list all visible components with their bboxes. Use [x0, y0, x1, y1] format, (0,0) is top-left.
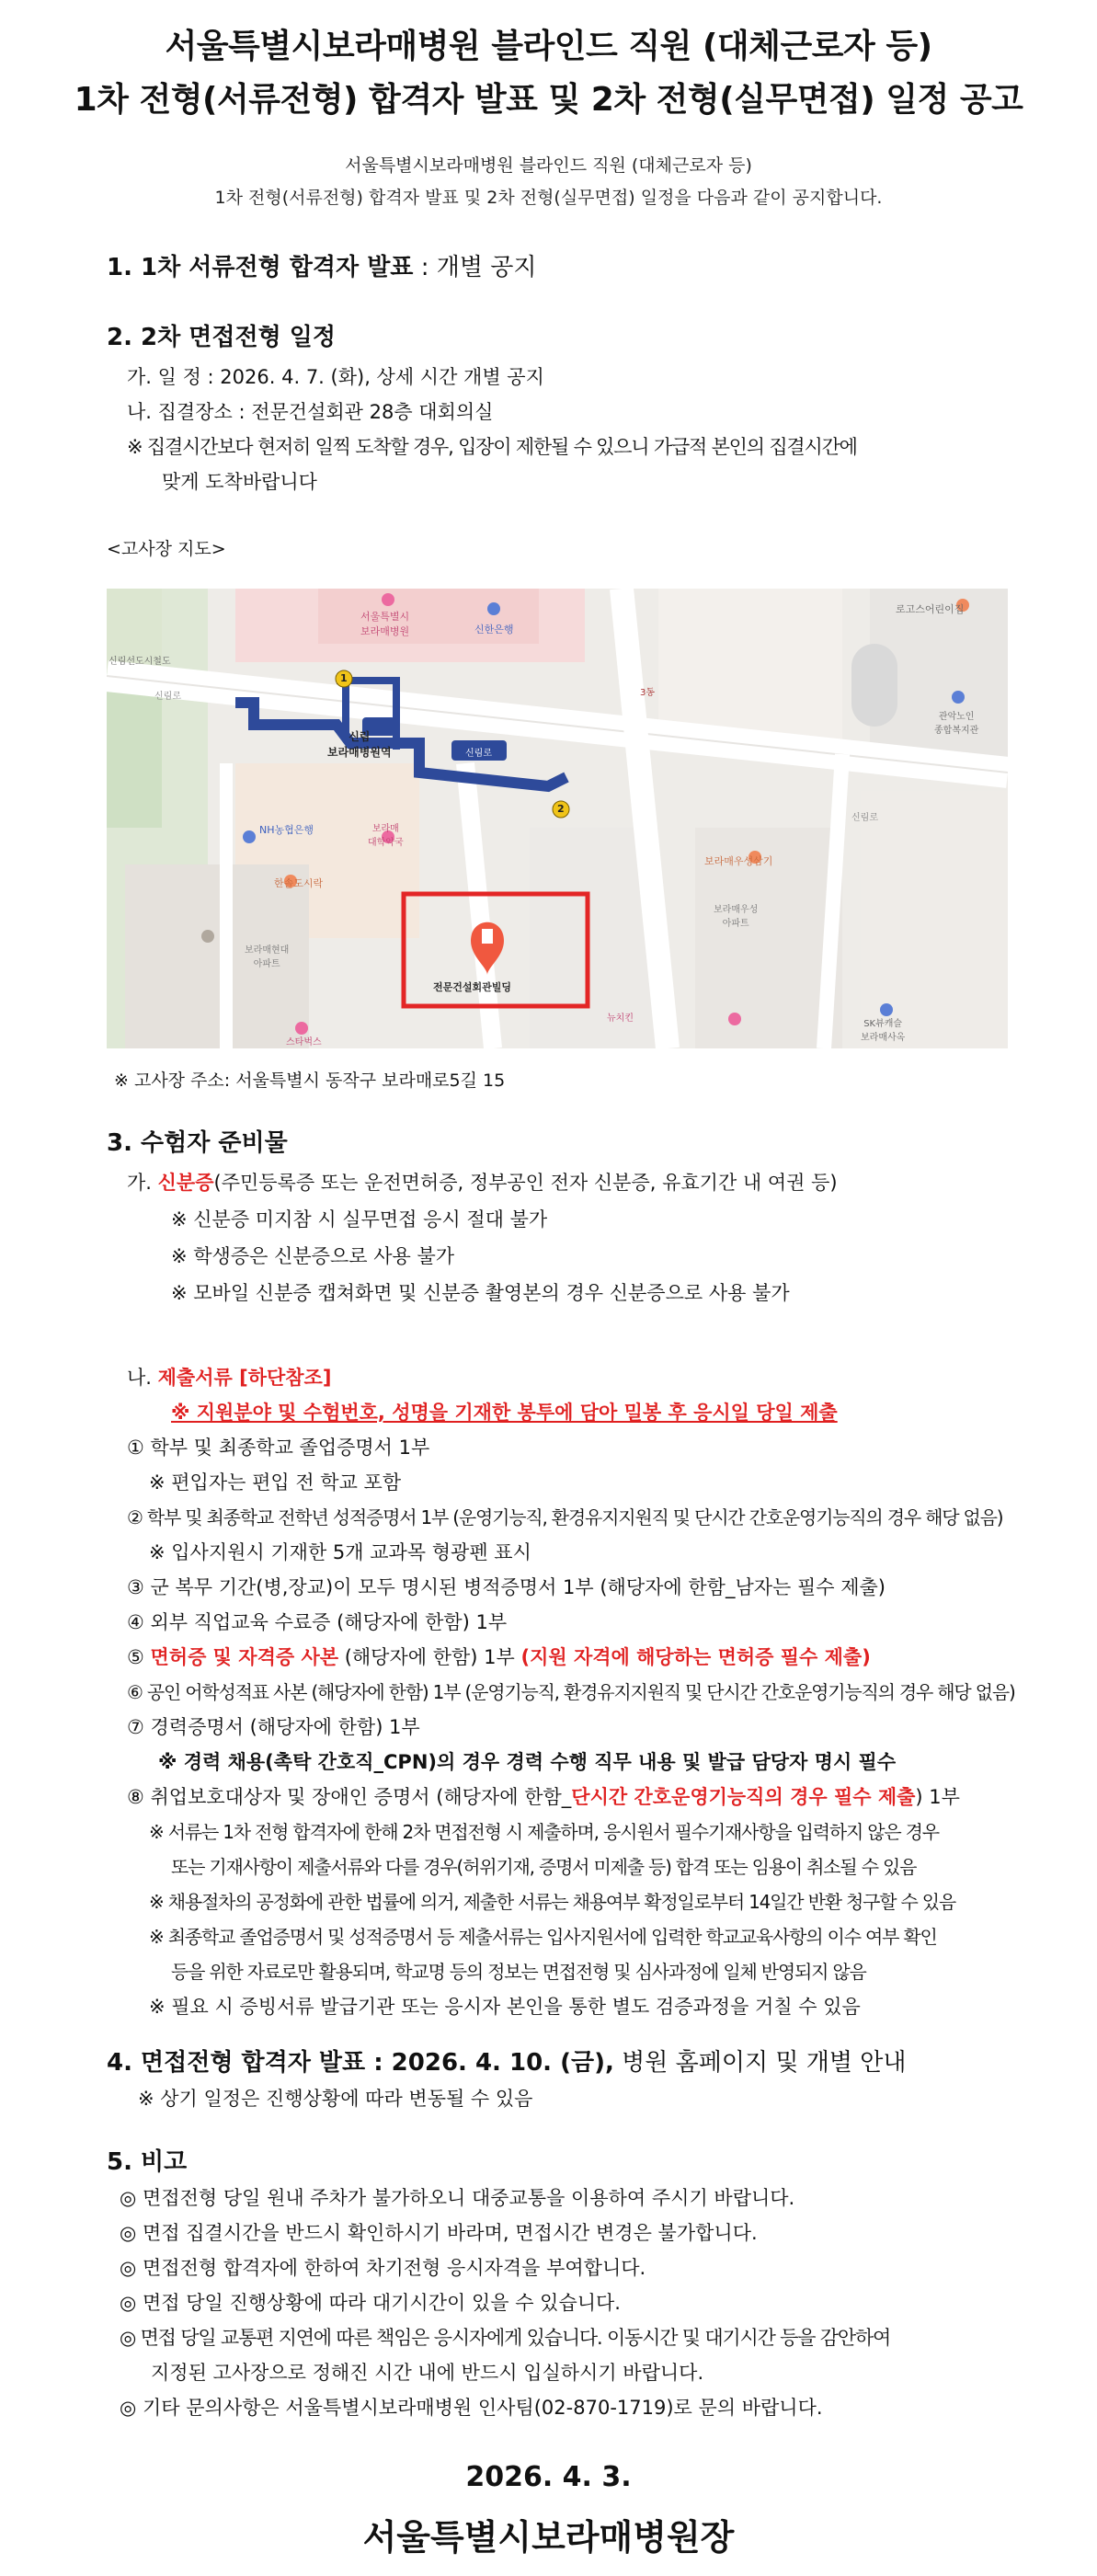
issuer-name: 서울특별시보라매병원장	[362, 2517, 735, 2558]
doc-item-1-note: ※ 편입자는 편입 전 학교 포함	[149, 1471, 402, 1494]
map-label-station: 신림 보라매병원역	[327, 730, 392, 759]
map-label-nh: NH농협은행	[259, 824, 314, 836]
interview-place: 나. 집결장소 : 전문건설회관 28층 대회의실	[127, 401, 494, 423]
doc-item-5-num: ⑤	[127, 1646, 151, 1668]
announcement-date: 2026. 4. 3.	[465, 2461, 632, 2493]
map-label-skview: SK뷰캐슬 보라매사옥	[861, 1019, 906, 1043]
remark-6: ◎ 기타 문의사항은 서울특별시보라매병원 인사팀(02-870-1719)로 문의 바랍니다.	[120, 2397, 823, 2419]
remark-5-cont: 지정된 고사장으로 정해진 시간 내에 반드시 입실하시기 바랍니다.	[151, 2362, 704, 2384]
map-exit-2: 2	[557, 803, 565, 815]
doc-item-8-tail: ) 1부	[915, 1786, 960, 1808]
doc-item-8-text: ⑧ 취업보호대상자 및 장애인 증명서 (해당자에 한함_	[127, 1786, 572, 1808]
documents-label: 제출서류 [하단참조]	[157, 1367, 332, 1389]
section1-value: : 개별 공지	[413, 254, 537, 281]
remark-4: ◎ 면접 당일 진행상황에 따라 대기시간이 있을 수 있습니다.	[120, 2292, 621, 2314]
intro-line-1: 서울특별시보라매병원 블라인드 직원 (대체근로자 등)	[345, 155, 752, 176]
doc-item-5-mid: (해당자에 한함) 1부	[338, 1646, 521, 1668]
doc-item-3: ③ 군 복무 기간(병,장교)이 모두 명시된 병적증명서 1부 (해당자에 한함_남자는 필수 제출)	[127, 1576, 886, 1598]
map-exit-1: 1	[340, 672, 348, 684]
map-label-welfare: 관악노인 종합복지관	[934, 712, 979, 736]
section1-title: 1. 1차 서류전형 합격자 발표	[107, 254, 414, 281]
map-label-burger: 뉴치킨	[607, 1013, 634, 1024]
remark-1: ◎ 면접전형 당일 원내 주차가 불가하오니 대중교통을 이용하여 주시기 바랍니다.	[120, 2187, 795, 2209]
id-note-1: ※ 신분증 미지참 시 실무면접 응시 절대 불가	[171, 1208, 548, 1231]
map-label-logos: 로고스어린이집	[896, 603, 965, 615]
final-note-4: ※ 최종학교 졸업증명서 및 성적증명서 등 제출서류는 입사지원서에 입력한 학교교육사항의 이수 여부 확인	[149, 1926, 937, 1948]
doc-item-4: ④ 외부 직업교육 수료증 (해당자에 한함) 1부	[127, 1611, 508, 1633]
map-label-apt1: 보라매현대 아파트	[245, 945, 290, 969]
doc-item-1: ① 학부 및 최종학교 졸업증명서 1부	[127, 1437, 430, 1459]
section5-heading: 5. 비고	[107, 2148, 188, 2176]
map-label-road3: 신림로	[851, 813, 878, 823]
map-label-num: 3동	[640, 688, 656, 698]
id-detail: (주민등록증 또는 운전면허증, 정부공인 전자 신분증, 유효기간 내 여권 등)	[213, 1172, 838, 1194]
remark-2: ◎ 면접 집결시간을 반드시 확인하시기 바라며, 면접시간 변경은 불가합니다.	[120, 2222, 758, 2244]
title-line-2: 1차 전형(서류전형) 합격자 발표 및 2차 전형(실무면접) 일정 공고	[74, 81, 1023, 119]
doc-item-5-label: 면허증 및 자격증 사본	[150, 1646, 339, 1668]
title-line-1: 서울특별시보라매병원 블라인드 직원 (대체근로자 등)	[165, 28, 932, 65]
documents-heading	[127, 1363, 331, 1391]
remark-3: ◎ 면접전형 합격자에 한하여 차기전형 응시자격을 부여합니다.	[120, 2257, 646, 2279]
section4-title: 4. 면접전형 합격자 발표 : 2026. 4. 10. (금),	[107, 2049, 614, 2077]
map-label-starbucks: 스타벅스	[286, 1037, 322, 1048]
map-label-shinhan: 신한은행	[474, 624, 514, 635]
map-label-hansol: 한솔도시락	[274, 877, 324, 889]
doc-item-6: ⑥ 공인 어학성적표 사본 (해당자에 한함) 1부 (운영기능직, 환경유지지원직 및 단시간 간호운영기능직의 경우 해당 없음)	[127, 1681, 1015, 1703]
interview-date: 가. 일 정 : 2026. 4. 7. (화), 상세 시간 개별 공지	[127, 366, 544, 388]
arrival-note-1: ※ 집결시간보다 현저히 일찍 도착할 경우, 입장이 제한될 수 있으니 가급적 본인의 집결시간에	[127, 436, 857, 458]
map-label-hospital: 서울특별시 보라매병원	[360, 611, 410, 637]
section4-rest: 병원 홈페이지 및 개별 안내	[613, 2049, 907, 2077]
map-label-target: 전문건설회관빌딩	[433, 981, 512, 993]
id-requirement	[127, 1168, 838, 1196]
map-caption: <고사장 지도>	[107, 539, 226, 559]
section3-heading: 3. 수험자 준비물	[107, 1129, 288, 1157]
doc-item-8-required: 단시간 간호운영기능직의 경우 필수 제출	[571, 1786, 916, 1808]
final-note-2: 또는 기재사항이 제출서류와 다를 경우(허위기재, 증명서 미제출 등) 합격 또는 임용이 취소될 수 있음	[171, 1856, 917, 1878]
doc-item-8	[127, 1782, 960, 1810]
id-label: 신분증	[157, 1172, 214, 1194]
id-note-3: ※ 모바일 신분증 캡쳐화면 및 신분증 촬영본의 경우 신분증으로 사용 불가	[171, 1282, 790, 1304]
map-label-road1: 신림로	[154, 692, 181, 702]
exam-site-map	[107, 589, 1008, 1048]
doc-item-7-note: ※ 경력 채용(촉탁 간호직_CPN)의 경우 경력 수행 직무 내용 및 발급 담당자 명시 필수	[158, 1751, 897, 1773]
arrival-note-2: 맞게 도착바랍니다	[162, 471, 317, 493]
map-label-rail: 신림선도시철도	[109, 657, 171, 667]
section1-heading	[107, 248, 536, 282]
section4-note: ※ 상기 일정은 진행상황에 따라 변동될 수 있음	[138, 2088, 533, 2110]
map-label-samgi: 보라매우성삼기	[704, 855, 773, 867]
id-prefix: 가.	[127, 1172, 158, 1194]
map-label-pharmacy: 보라매 대학약국	[368, 824, 404, 848]
section4-heading	[107, 2044, 906, 2078]
map-label-apt2: 보라매우성 아파트	[714, 905, 759, 929]
doc-item-5-required: (지원 자격에 해당하는 면허증 필수 제출)	[520, 1646, 871, 1668]
final-note-5: 등을 위한 자료로만 활용되며, 학교명 등의 정보는 면접전형 및 심사과정에 일체 반영되지 않음	[171, 1961, 866, 1983]
id-note-2: ※ 학생증은 신분증으로 사용 불가	[171, 1245, 455, 1267]
section2-heading: 2. 2차 면접전형 일정	[107, 324, 337, 351]
exam-address: ※ 고사장 주소: 서울특별시 동작구 보라매로5길 15	[114, 1070, 506, 1091]
map-label-road2: 신림로	[465, 749, 492, 759]
final-note-1: ※ 서류는 1차 전형 합격자에 한해 2차 면접전형 시 제출하며, 응시원서 필수기재사항을 입력하지 않은 경우	[149, 1821, 939, 1843]
documents-envelope-note: ※ 지원분야 및 수험번호, 성명을 기재한 봉투에 담아 밀봉 후 응시일 당일 제출	[171, 1402, 838, 1424]
intro-line-2: 1차 전형(서류전형) 합격자 발표 및 2차 전형(실무면접) 일정을 다음과 같이 공지합니다.	[214, 188, 883, 208]
doc-item-2: ② 학부 및 최종학교 전학년 성적증명서 1부 (운영기능직, 환경유지지원직 및 단시간 간호운영기능직의 경우 해당 없음)	[127, 1506, 1003, 1528]
documents-prefix: 나.	[127, 1367, 158, 1389]
doc-item-2-note: ※ 입사지원시 기재한 5개 교과목 형광펜 표시	[149, 1541, 531, 1563]
final-note-3: ※ 채용절차의 공정화에 관한 법률에 의거, 제출한 서류는 채용여부 확정일로부터 14일간 반환 청구할 수 있음	[149, 1891, 956, 1913]
final-note-6: ※ 필요 시 증빙서류 발급기관 또는 응시자 본인을 통한 별도 검증과정을 거칠 수 있음	[149, 1996, 861, 2018]
doc-item-5	[127, 1643, 871, 1670]
remark-5: ◎ 면접 당일 교통편 지연에 따른 책임은 응시자에게 있습니다. 이동시간 및 대기시간 등을 감안하여	[120, 2327, 891, 2349]
doc-item-7: ⑦ 경력증명서 (해당자에 한함) 1부	[127, 1716, 420, 1738]
